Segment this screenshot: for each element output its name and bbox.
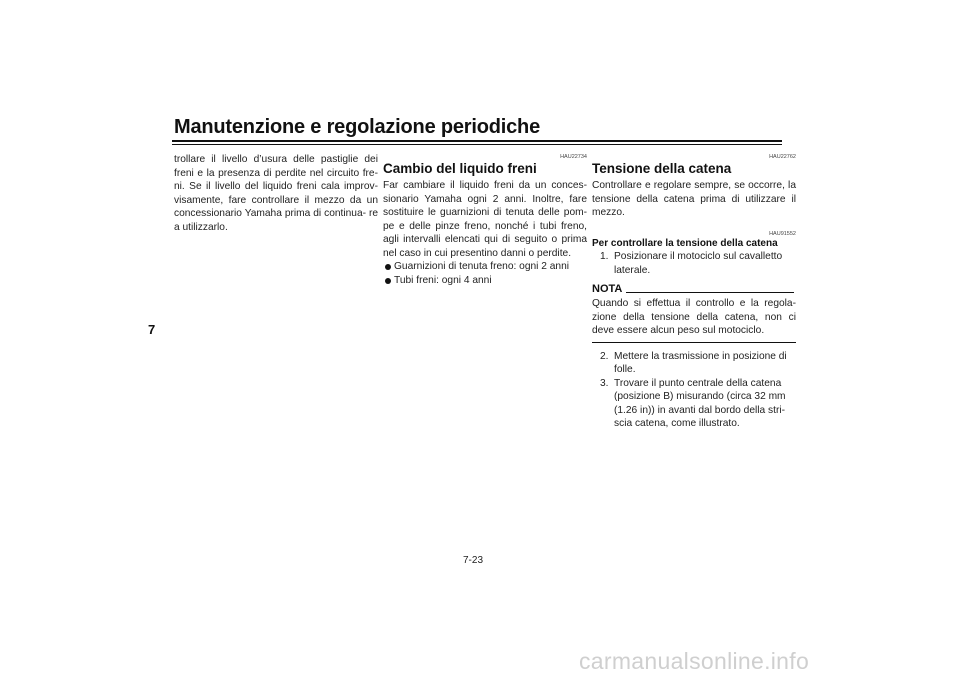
watermark: carmanualsonline.info <box>579 648 810 674</box>
subsection-code: HAU91552 <box>769 230 796 237</box>
step-item <box>592 377 796 431</box>
step-text: Trovare il punto centrale della catena (posizione B) misurando (circa 32 mm (1.26 in)) in avanti dal bordo della stri- scia catena, come illustrato. <box>614 377 786 429</box>
list-item-text: Guarnizioni di tenuta freno: ogni 2 anni <box>394 261 570 272</box>
column-2 <box>383 153 587 287</box>
step-item <box>592 250 796 277</box>
step-number: 2. <box>600 350 609 362</box>
step-number: 1. <box>600 251 609 262</box>
step-number: 3. <box>600 377 609 389</box>
bullet-icon <box>385 264 391 270</box>
nota-text: Quando si effettua il controllo e la regola- zione della tensione della catena, non ci deve essere alcun peso sul motociclo. <box>592 298 796 336</box>
step-text: Posizionare il motociclo sul cavalletto laterale. <box>614 251 783 276</box>
bullet-list <box>383 260 587 287</box>
section-code: HAU22734 <box>560 154 587 160</box>
list-item-text: Tubi freni: ogni 4 anni <box>394 274 492 286</box>
header-rule-thick <box>172 140 782 142</box>
subsection-heading: Per controllare la tensione della catena <box>592 237 778 249</box>
section-heading-brake-fluid: Cambio del liquido freni <box>383 161 537 176</box>
column-3 <box>592 153 796 431</box>
list-item <box>383 274 587 288</box>
step-text: Mettere la trasmissione in posizione di folle. <box>614 350 787 375</box>
nota-end-rule <box>592 342 796 343</box>
steps-list-1 <box>592 250 796 277</box>
nota-label: NOTA <box>592 283 626 297</box>
brake-fluid-paragraph: trollare il livello d’usura delle pastiglie dei freni e la presenza di perdite nel circuito fre- ni. Se il livello del liquido freni cala improv- visamente, fare controllare il mezzo da un concessionario Yamaha prima di continua- re a utilizzarlo. <box>174 154 378 233</box>
bullet-icon <box>385 278 391 284</box>
step-item <box>592 350 796 377</box>
header-rule-thin <box>172 144 782 145</box>
column-1 <box>174 153 378 234</box>
nota-header <box>592 283 796 297</box>
steps-list-2 <box>592 350 796 431</box>
page-number: 7-23 <box>463 555 484 566</box>
list-item <box>383 260 587 274</box>
chapter-tab: 7 <box>148 322 156 337</box>
chain-tension-paragraph: Controllare e regolare sempre, se occorre, la tensione della catena prima di utilizzare il mezzo. <box>592 180 796 218</box>
section-code: HAU22762 <box>769 154 796 160</box>
section-heading-chain-tension: Tensione della catena <box>592 161 732 176</box>
brake-fluid-change-paragraph: Far cambiare il liquido freni da un conces- sionario Yamaha ogni 2 anni. Inoltre, fare sostituire le guarnizioni di tenuta delle pom- pe e delle pinze freno, nonché i tubi freno, agli intervalli elencati qui di seguito o prima nel caso in cui presentino danni o perdite. <box>383 180 587 259</box>
nota-rule <box>622 292 794 293</box>
page-title: Manutenzione e regolazione periodiche <box>174 116 540 138</box>
